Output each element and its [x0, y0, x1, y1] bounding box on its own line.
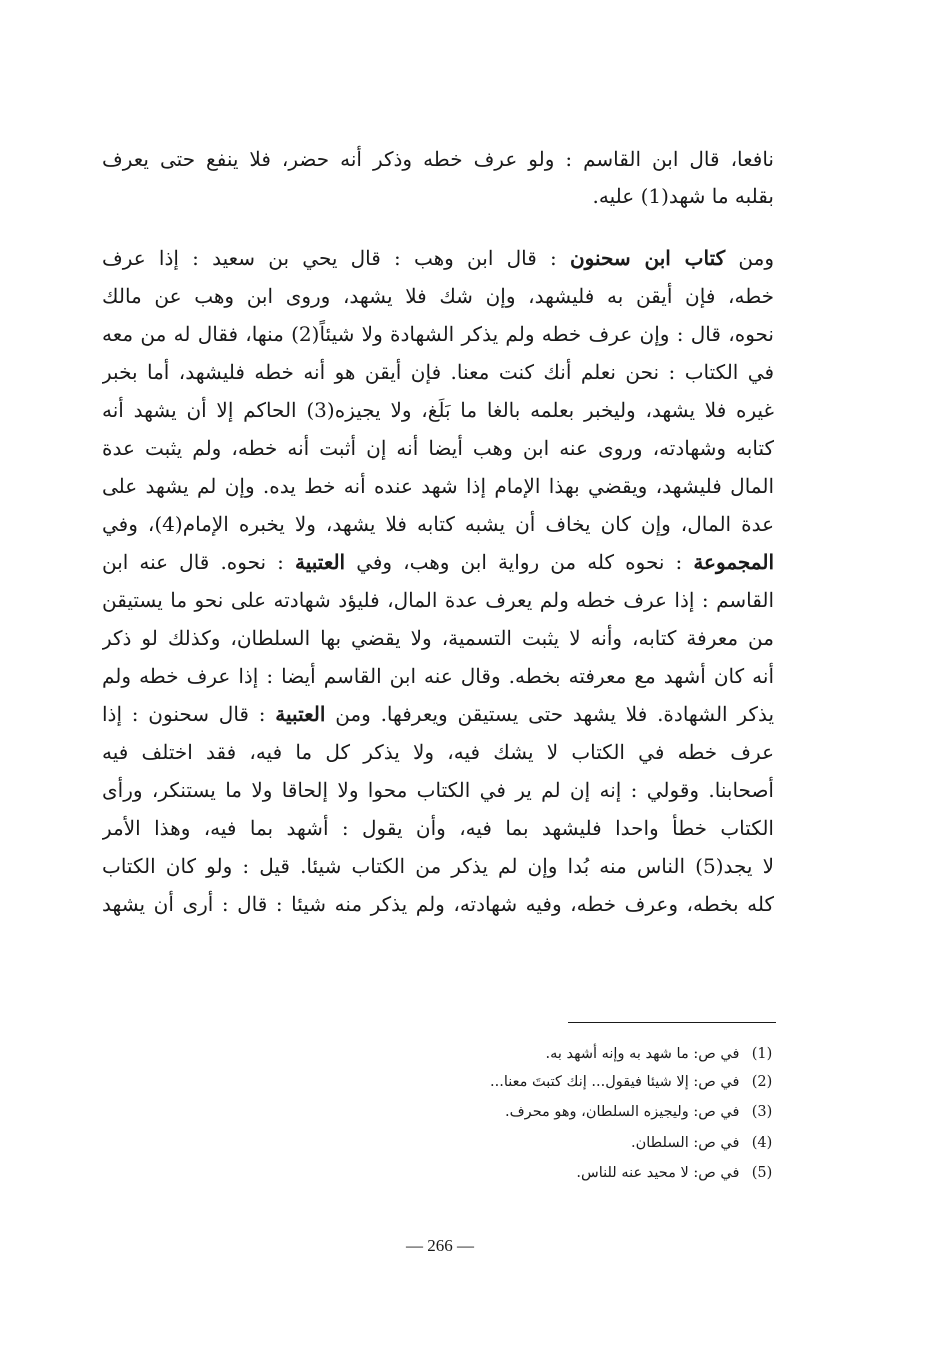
footnote: [360, 1101, 780, 1125]
text-line: الكتاب خطأ واحدا فليشهد بما فيه، وأن يقول : أشهد بما فيه، وهذا الأمر: [102, 816, 774, 840]
text-line: المال فليشهد، ويقضي بهذا الإمام إذا شهد عنده أنه خط يده. وإن لم يشهد على: [102, 474, 774, 498]
text-line: [102, 697, 774, 733]
text-line: كله بخطه، وعرف خطه، وفيه شهادته، ولم يذكر منه شيئا : قال : أرى أن يشهد: [102, 892, 774, 916]
text-span: ومن: [738, 246, 774, 270]
text-line: كتابه وشهادته، وروى عنه ابن وهب أيضا أنه إن أثبت أنه خطه، ولم يثبت عدة: [102, 436, 774, 460]
footnote: [360, 1043, 780, 1067]
footnote-number: (1): [751, 1046, 773, 1062]
text-line: في الكتاب : نحن نعلم أنك كنت معنا. فإن أيقن هو أنه خطه فليشهد، أما بخبر: [102, 360, 774, 384]
text-span: يذكر الشهادة. فلا يشهد حتى يستيقن ويعرفها. ومن: [335, 702, 774, 726]
text-span: : نحوه كله من رواية ابن وهب، وفي: [356, 550, 683, 574]
footnote: [360, 1071, 780, 1095]
text-line: نافعا، قال ابن القاسم : ولو عرف خطه وذكر أنه حضر، فلا ينفع حتى يعرف: [102, 147, 774, 171]
footnote-number: (2): [751, 1074, 773, 1090]
text-line: عرف خطه في الكتاب لا يشك فيه، ولا يذكر كل ما فيه، فقد اختلف فيه: [102, 740, 774, 764]
text-line: عدة المال، وإن كان يخاف أن يشبه كتابه فلا يشهد، ولا يخبره الإمام(4)، وفي: [102, 512, 774, 536]
text-span: : نحوه. قال عنه ابن: [102, 550, 284, 574]
footnote-number: (5): [751, 1165, 773, 1181]
footnote-text: في ص: وليجيزه السلطان، وهو محرف.: [505, 1104, 740, 1120]
text-line: نحوه، قال : وإن عرف خطه ولم يذكر الشهادة ولا شيئاً(2) منها، فقال له من معه: [102, 322, 774, 346]
text-line: [102, 545, 774, 581]
text-span: : قال ابن وهب : قال يحي بن سعيد : إذا عرف: [102, 246, 557, 270]
footnote-divider: [568, 1022, 776, 1023]
text-line: بقلبه ما شهد(1) عليه.: [592, 184, 774, 208]
footnote-number: (4): [751, 1135, 773, 1151]
footnote: [360, 1162, 780, 1186]
book-title-bold: كتاب ابن سحنون: [569, 246, 726, 270]
text-line: [102, 241, 774, 277]
text-line: من معرفة كتابه، وأنه لا يثبت التسمية، ولا يقضي بها السلطان، وكذلك لو ذكر: [102, 626, 774, 650]
book-title-bold: المجموعة: [693, 550, 774, 574]
text-line: لا يجد(5) الناس منه بُدا وإن لم يذكر من الكتاب شيئا. قيل : ولو كان الكتاب: [102, 854, 774, 878]
text-line: القاسم : إذا عرف خطه ولم يعرف عدة المال، فليؤد شهادته على نحو ما يستيقن: [102, 588, 774, 612]
text-line: غيره فلا يشهد، وليخبر بعلمه بالغا ما بَلَغ، ولا يجيزه(3) الحاكم إلا أن يشهد أنه: [102, 398, 774, 422]
text-line: أنه كان أشهد مع معرفته بخطه. وقال عنه ابن القاسم أيضا : إذا عرف خطه ولم: [102, 664, 774, 688]
footnote-number: (3): [751, 1104, 773, 1120]
text-span: : قال سحنون : إذا: [102, 702, 266, 726]
book-title-bold: العتبية: [275, 702, 326, 726]
footnote-text: في ص: لا محيد عنه للناس.: [576, 1165, 740, 1181]
footnote-text: في ص: إلا شيئا فيقول... إنك كتبتَ معنا...: [490, 1074, 740, 1090]
footnote-text: في ص: السلطان.: [630, 1135, 740, 1151]
page-number: — 266 —: [406, 1236, 474, 1255]
footnote-text: في ص: ما شهد به وإنه أشهد به.: [545, 1046, 740, 1062]
book-title-bold: العتبية: [294, 550, 346, 574]
footnote: [360, 1132, 780, 1156]
text-line: أصحابنا. وقولي : إنه إن لم ير في الكتاب محوا ولا إلحاقا ولا ما يستنكر، ورأى: [102, 778, 774, 802]
text-line: خطه، فإن أيقن به فليشهد، وإن شك فلا يشهد، وروى ابن وهب عن مالك: [102, 284, 774, 308]
